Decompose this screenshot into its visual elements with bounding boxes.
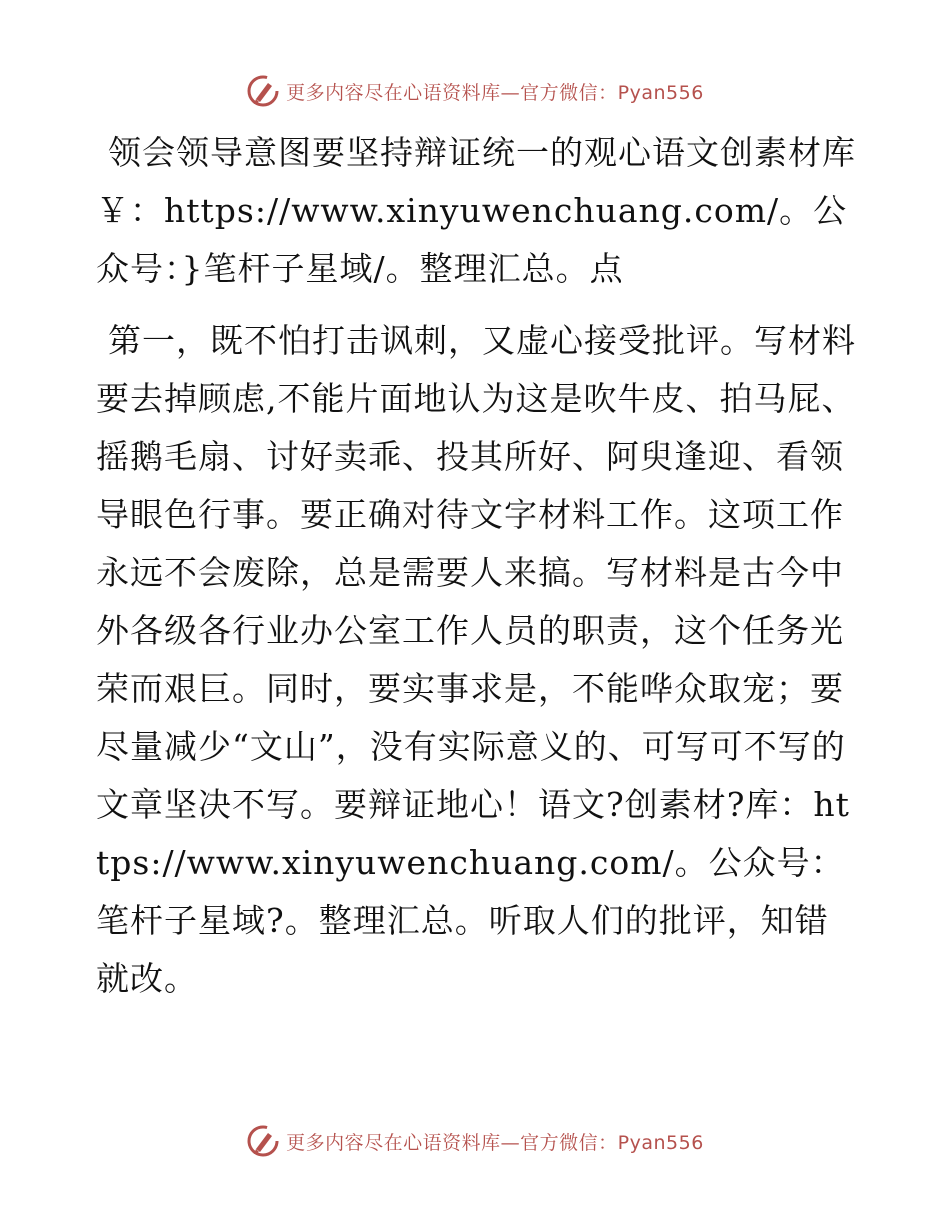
paragraph-1: 领会领导意图要坚持辩证统一的观心语文创素材库￥：https://www.xinyuwenchuang.com/。公众号：}笔杆子星域/。整理汇总。点: [96, 133, 856, 288]
header-banner-text: [286, 78, 704, 105]
header-banner-id: Pyan556: [617, 81, 704, 104]
footer-banner-label: 更多内容尽在心语资料库—官方微信：: [286, 1131, 618, 1154]
header-banner-label: 更多内容尽在心语资料库—官方微信：: [286, 81, 618, 104]
footer-banner-id: Pyan556: [617, 1131, 704, 1154]
footer-banner-text: [286, 1128, 704, 1155]
header-banner: [0, 71, 950, 111]
pen-logo-icon: [246, 1124, 280, 1158]
pen-logo-icon: [246, 74, 280, 108]
document-body: [96, 124, 856, 1008]
footer-banner: [0, 1121, 950, 1161]
paragraph-2: 第一，既不怕打击讽刺，又虚心接受批评。写材料要去掉顾虑,不能片面地认为这是吹牛皮、拍马屁、摇鹅毛扇、讨好卖乖、投其所好、阿臾逢迎、看领导眼色行事。要正确对待文字材料工作。这项工作永远不会废除，总是需要人来搞。写材料是古今中外各级各行业办公室工作人员的职责，这个任务光荣而艰巨。同时，要实事求是，不能哗众取宠；要尽量减少“文山”，没有实际意义的、可写可不写的文章坚决不写。要辩证地心！语文?创素材?库：https://www.xinyuwenchuang.com/。公众号：笔杆子星域?。整理汇总。听取人们的批评，知错就改。: [96, 321, 856, 998]
